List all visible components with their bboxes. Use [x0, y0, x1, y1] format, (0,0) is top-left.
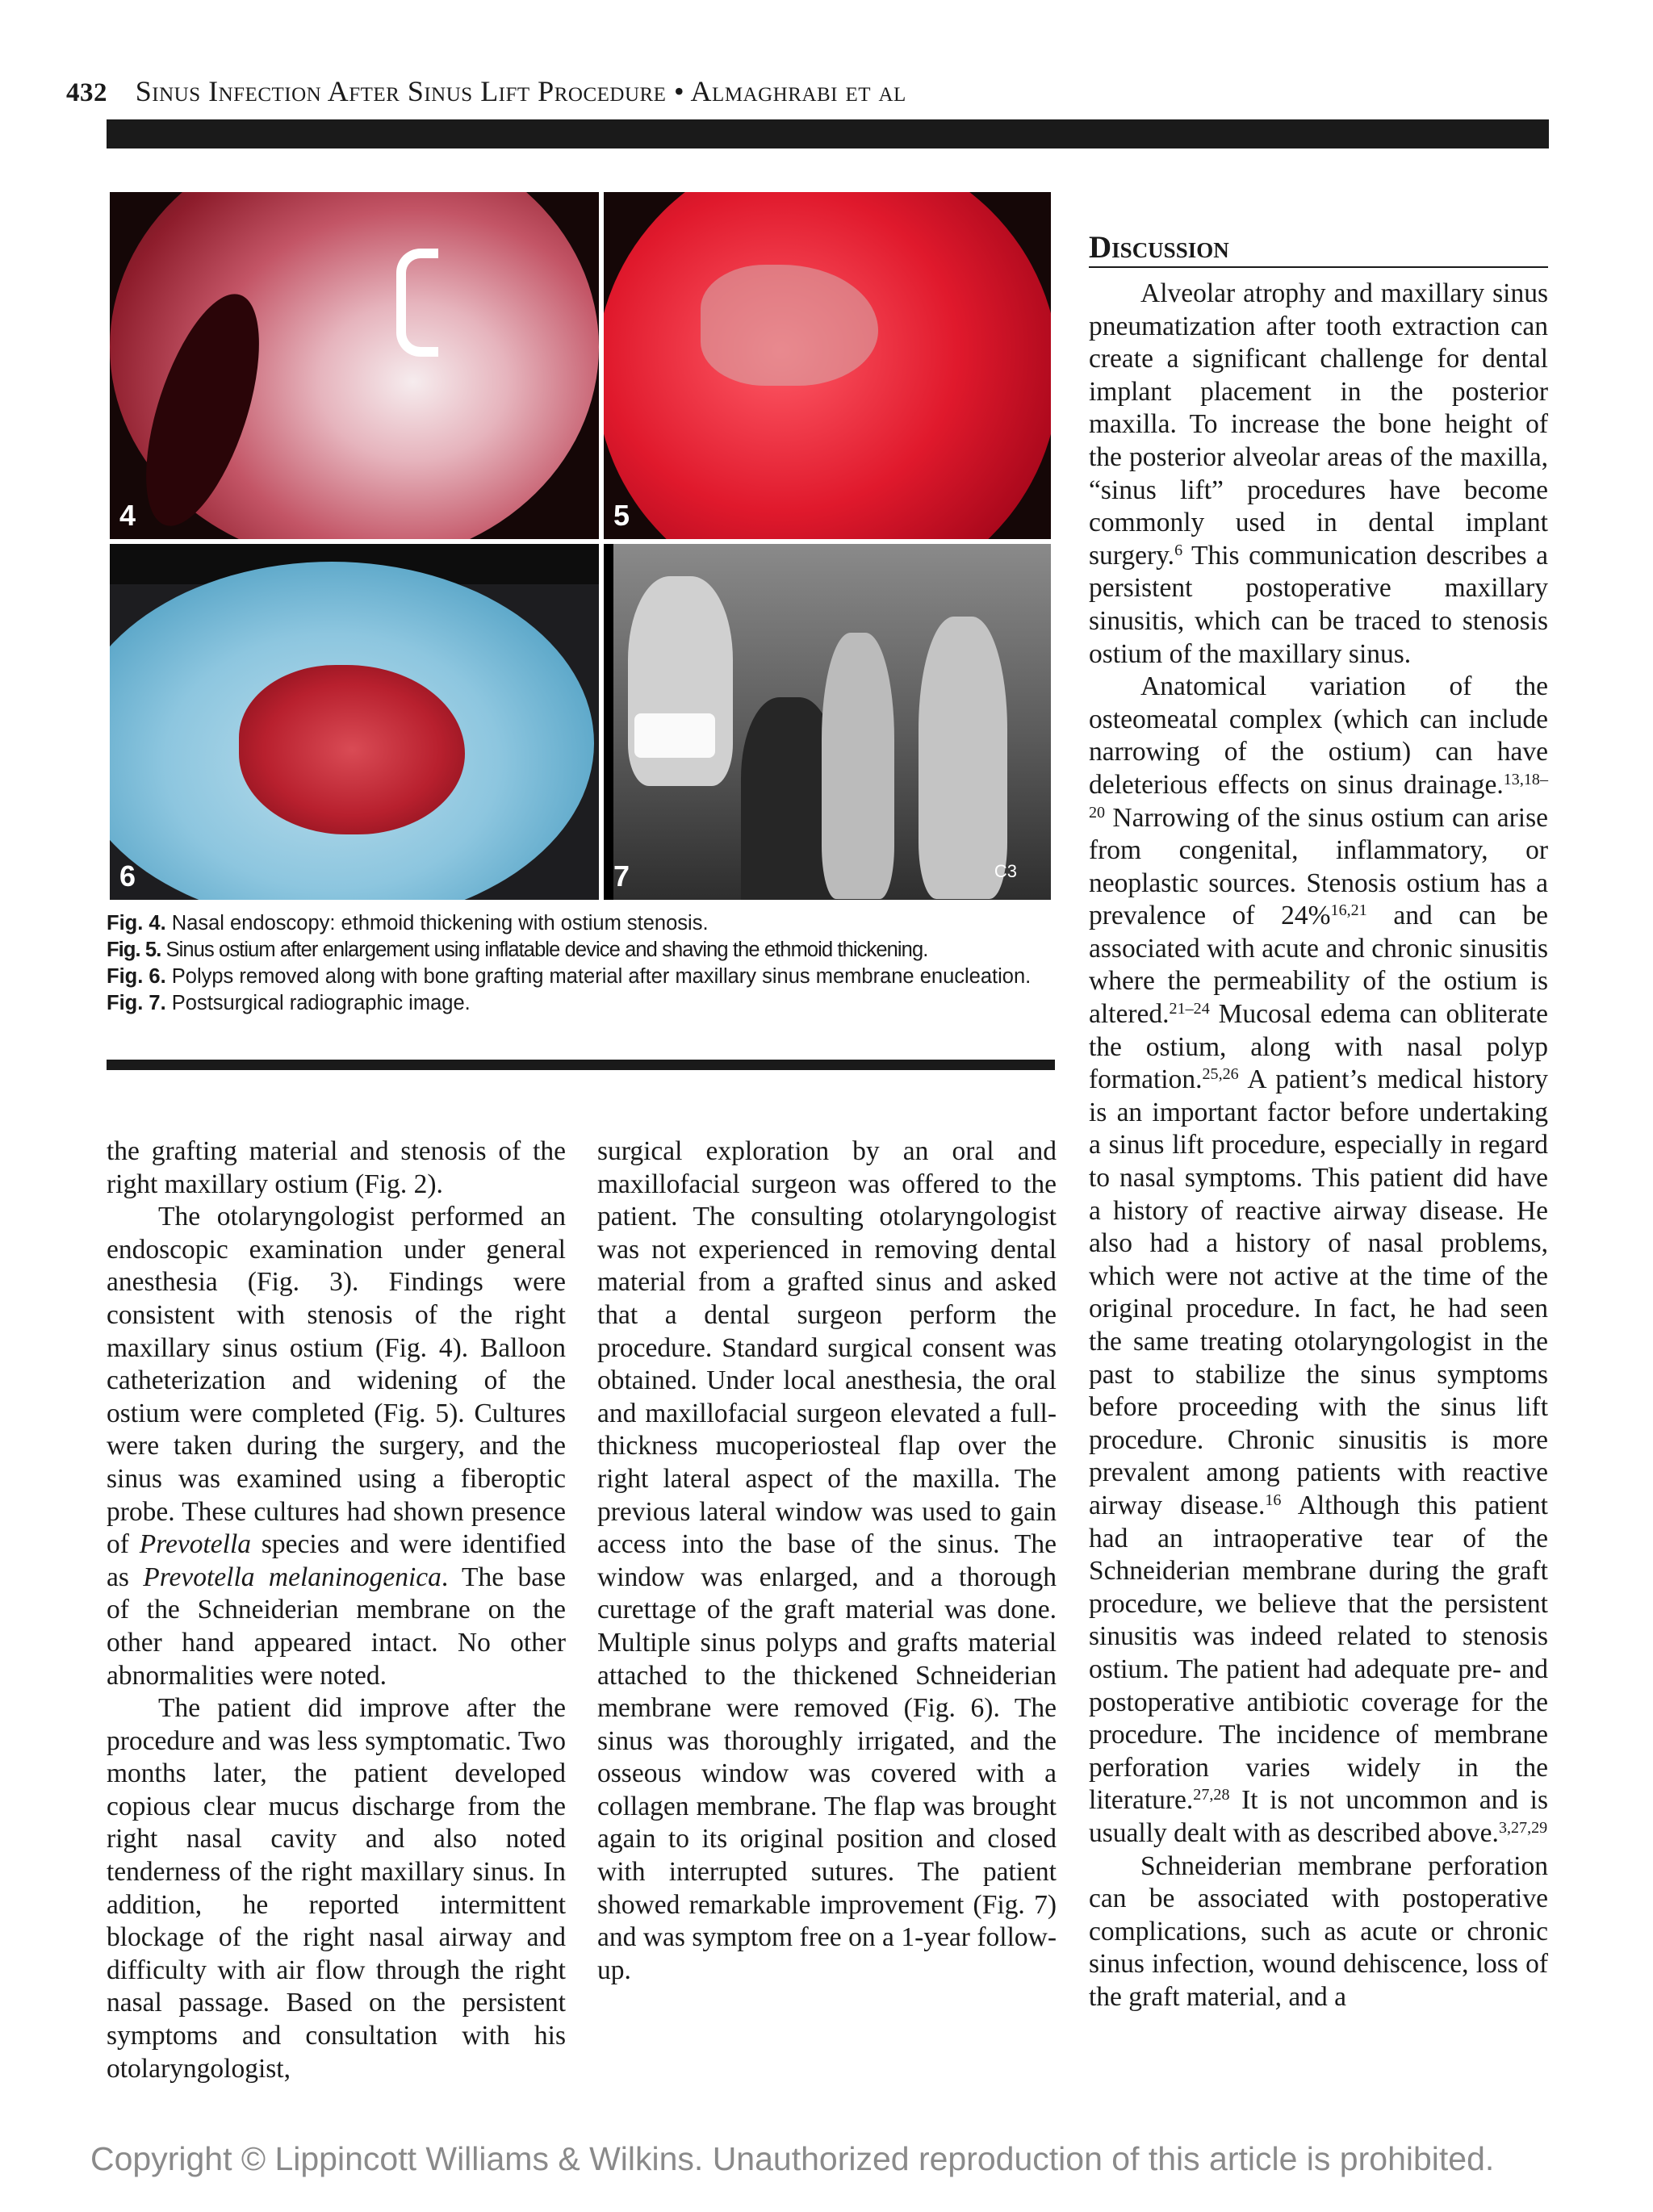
running-head — [66, 74, 1551, 108]
body-column-1 — [107, 1135, 566, 2085]
figure-4-label: 4 — [119, 499, 136, 532]
caption-fig-7 — [107, 990, 1055, 1017]
caption-text: Sinus ostium after enlargement using inflatable device and shaving the ethmoid thickening. — [161, 939, 928, 961]
header-rule — [107, 119, 1549, 148]
paragraph: Anatomical variation of the osteomeatal complex (which can include narrowing of the ostium) can have deleterious effects on sinus drainage.$^{13,18-20}$ Narrowing of the sinus ostium can arise from congenital, inflammatory, or neoplastic sources. Stenosis ostium has a prevalence of 24%$^{16,21}$ and can be associated with acute and chronic sinusitis where the permeability of the ostium is altered.$^{21-24}$ Mucosal edema can obliterate the ostium, along with nasal polyp formation.$^{25,26}$ A patient’s medical history is an important factor before undertaking a sinus lift procedure, especially in regard to nasal symptoms. This patient did have a history of reactive airway disease. He also had a history of nasal problems, which were not active at the time of the original procedure. In fact, he had seen the same treating otolaryngologist in the past to stabilize the sinus symptoms before proceeding with the sinus lift procedure. Chronic sinusitis is more prevalent among patients with reactive airway disease.$^{16}$ Although this patient had an intraoperative tear of the Schneiderian membrane during the graft procedure, we believe that the persistent sinusitis was indeed related to stenosis ostium. The patient had adequate pre- and postoperative antibiotic coverage for the procedure. The incidence of membrane perforation varies widely in the literature.$^{27,28}$ It is not uncommon and is usually dealt with as described above.$^{3,27,29}$ — [1089, 671, 1548, 1848]
body-column-2 — [597, 1135, 1057, 1987]
caption-number: Fig. 4. — [107, 912, 166, 935]
figure-7-mark: C3 — [994, 861, 1017, 881]
citation: 6 — [1174, 541, 1183, 559]
figure-7-label: 7 — [613, 859, 630, 893]
caption-text: Nasal endoscopy: ethmoid thickening with ostium stenosis. — [165, 912, 709, 935]
citation: 16,21 — [1330, 901, 1367, 920]
paragraph: surgical exploration by an oral and maxillofacial surgeon was offered to the patient. The consulting otolaryngologist was not experienced in removing dental material from a grafted sinus and asked that a dental surgeon perform the procedure. Standard surgical consent was obtained. Under local anesthesia, the oral and maxillofacial surgeon elevated a full-thickness mucoperiosteal flap over the right lateral aspect of the maxilla. The previous lateral window was used to gain access into the base of the sinus. The window was enlarged, and a thorough curettage of the graft material was done. Multiple sinus polyps and grafts material attached to the thickened Schneiderian membrane were removed (Fig. 6). The sinus was thoroughly irrigated, and the osseous window was covered with a collagen membrane. The flap was brought again to its original position and closed with interrupted sutures. The patient showed remarkable improvement (Fig. 7) and was symptom free on a 1-year follow-up. — [597, 1136, 1057, 1985]
figure-7-radiograph-image — [604, 544, 1051, 900]
paragraph: Schneiderian membrane perforation can be associated with postoperative complications, such as acute or chronic sinus infection, wound dehiscence, loss of the graft material, and a — [1089, 1850, 1548, 2012]
caption-number: Fig. 7. — [107, 992, 166, 1014]
body-column-3 — [1089, 230, 1548, 2013]
figure-grid — [110, 192, 1051, 900]
figure-5-label: 5 — [613, 499, 630, 532]
caption-text: Postsurgical radiographic image. — [165, 992, 471, 1014]
figure-captions — [107, 910, 1055, 1017]
citation: 21–24 — [1169, 1000, 1210, 1018]
citation: 25,26 — [1202, 1065, 1239, 1084]
copyright-notice: Copyright © Lippincott Williams & Wilkins. Unauthorized reproduction of this article is prohibited. — [90, 2140, 1495, 2177]
citation: 13,18–20 — [1089, 770, 1548, 822]
caption-number: Fig. 5. — [107, 939, 161, 961]
paragraph: The otolaryngologist performed an endoscopic examination under general anesthesia (Fig. 3). Findings were consistent with stenosis of the right maxillary sinus ostium (Fig. 4). Balloon catheterization and widening of the ostium were completed (Fig. 5). Cultures were taken during the surgery, and the sinus was examined using a fiberoptic probe. These cultures had shown presence of Prevotella species and were identified as Prevotella melaninogenica. The base of the Schneiderian membrane on the other hand appeared intact. No other abnormalities were noted. — [107, 1202, 566, 1691]
paragraph: The patient did improve after the procedure and was less symptomatic. Two months later, the patient developed copious clear mucus discharge from the right nasal cavity and also noted tenderness of the right maxillary sinus. In addition, he reported intermittent blockage of the right nasal airway and difficulty with air flow through the right nasal passage. Based on the persistent symptoms and consultation with his otolaryngologist, — [107, 1693, 566, 2084]
figure-rule — [107, 1060, 1055, 1070]
paragraph: the grafting material and stenosis of the right maxillary ostium (Fig. 2). — [107, 1136, 566, 1199]
page-number: 432 — [66, 78, 107, 107]
section-heading-discussion: Discussion — [1089, 230, 1548, 268]
caption-fig-4 — [107, 910, 1055, 937]
citation: 3,27,29 — [1498, 1818, 1548, 1837]
running-title: Sinus Infection After Sinus Lift Procedure • Almaghrabi et al — [135, 75, 906, 107]
citation: 27,28 — [1193, 1786, 1230, 1804]
figure-6-polyps-image — [110, 544, 599, 900]
figure-5-endoscopy-image — [604, 192, 1051, 539]
caption-number: Fig. 6. — [107, 965, 166, 988]
paragraph: Alveolar atrophy and maxillary sinus pneumatization after tooth extraction can create a significant challenge for dental implant placement in the posterior maxilla. To increase the bone height of the posterior alveolar areas of the maxilla, “sinus lift” procedures have become commonly used in dental implant surgery.$^6$ This communication describes a persistent postoperative maxillary sinusitis, which can be traced to stenosis ostium of the maxillary sinus. — [1089, 278, 1548, 669]
figure-4-endoscopy-image — [110, 192, 599, 539]
caption-fig-5 — [107, 937, 1055, 964]
caption-text: Polyps removed along with bone grafting material after maxillary sinus membrane enucleation. — [165, 965, 1032, 988]
figure-6-label: 6 — [119, 859, 136, 893]
caption-fig-6 — [107, 964, 1055, 990]
citation: 16 — [1265, 1491, 1282, 1509]
